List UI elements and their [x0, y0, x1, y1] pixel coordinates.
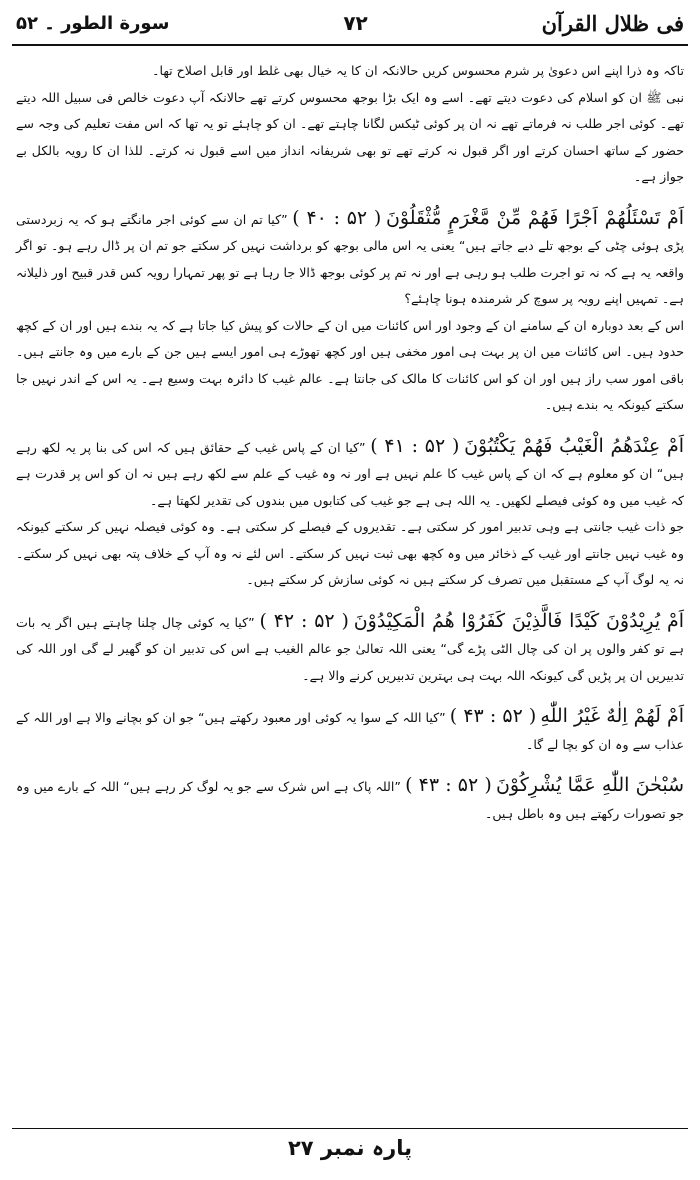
verse-1-arabic: اَمْ تَسْئَلُهُمْ اَجْرًا فَهُمْ مِّنْ مَّغْرَمٍ مُّثْقَلُوْنَ — [385, 206, 685, 229]
verse-4-arabic: اَمْ لَهُمْ اِلٰهٌ غَيْرُ اللّٰهِ — [540, 705, 685, 727]
verse-2-reference: ( ۵۲ : ۴۱ ) — [370, 434, 460, 457]
verse-1-reference: ( ۵۲ : ۴۰ ) — [292, 206, 382, 229]
para-label: پارہ نمبر ۲۷ — [287, 1136, 413, 1160]
verse-block-5 — [16, 772, 684, 827]
verse-block-2 — [16, 433, 684, 515]
header-divider — [12, 44, 688, 46]
verse-5-arabic: سُبْحٰنَ اللّٰهِ عَمَّا يُشْرِكُوْنَ — [495, 774, 684, 796]
verse-5-reference: ( ۵۲ : ۴۳ ) — [405, 774, 492, 796]
verse-block-1 — [16, 205, 684, 313]
paragraph-1: تاکہ وہ ذرا اپنے اس دعویٰ پر شرم محسوس کریں حالانکہ ان کا یہ خیال بھی غلط اور قابل اصلاح تھا۔ — [152, 63, 684, 78]
verse-3-reference: ( ۵۲ : ۴۲ ) — [259, 609, 349, 632]
verse-3-arabic: اَمْ يُرِيْدُوْنَ كَيْدًا فَالَّذِيْنَ كَفَرُوْا هُمُ الْمَكِيْدُوْنَ — [353, 609, 685, 632]
book-title: فی ظلال القرآن — [541, 10, 684, 36]
verse-5-translation: ”اللہ پاک ہے اس شرک سے جو یہ لوگ کر رہے ہیں“ اللہ کے بارے میں وہ جو تصورات رکھتے ہیں وہ باطل ہیں۔ — [16, 779, 684, 821]
verse-4-reference: ( ۵۲ : ۴۳ ) — [449, 705, 537, 727]
verse-4-translation: ”کیا اللہ کے سوا یہ کوئی اور معبود رکھتے ہیں“ جو ان کو بچانے والا ہے اور اللہ کے عذاب سے وہ ان کو بچا لے گا۔ — [16, 710, 684, 752]
verse-block-3 — [16, 608, 684, 690]
paragraph-3: اس کے بعد دوبارہ ان کے سامنے ان کے وجود اور اس کائنات میں ان کے حالات کو پیش کیا جاتا ہے کہ یہ بندے ہیں اور ان کے کچھ حدود ہیں۔ اس کائنات میں ان پر بہت ہی امور مخفی ہیں اور کچھ تھوڑے ہی امور ایسے ہیں جن کے بارے میں وہ جانتے ہیں۔ باقی امور سب راز ہیں اور ان کو اس کائنات کا مالک کی جانتا ہے۔ عالم غیب کا دائرہ بہت وسیع ہے۔ یہ اس کے اندر نہیں جا سکتے کیونکہ یہ بندے ہیں۔ — [16, 317, 684, 412]
page-header — [16, 6, 684, 40]
verse-3-translation: ”کیا یہ کوئی چال چلنا چاہتے ہیں اگر یہ بات ہے تو کفر والوں پر ان کی چال الٹی پڑے گی“ یعنی اللہ تعالیٰ جو عالم الغیب ہے اس کی تدبیر ان کو گھیر لے گی اور اللہ کی تدبیریں ان پر پڑیں گی کیونکہ اللہ بہت ہی بہترین تدبیریں کرنے والا ہے۔ — [16, 614, 684, 683]
paragraph-4: جو ذات غیب جانتی ہے وہی تدبیر امور کر سکتی ہے۔ تقدیروں کے فیصلے کر سکتی ہے۔ وہ کوئی فیصلہ نہیں کر سکتے کیونکہ وہ غیب نہیں جانتے اور غیب کے ذخائر میں وہ کچھ بھی ثبت نہیں کر سکتے۔ اس لئے نہ وہ آپ کے خلاف پتہ بھی نہیں کر سکتے۔ نہ یہ لوگ آپ کے مستقبل میں تصرف کر سکتے ہیں نہ کوئی سازش کر سکتے ہیں۔ — [16, 519, 684, 587]
verse-1-translation: ”کیا تم ان سے کوئی اجر مانگتے ہو کہ یہ زبردستی پڑی ہوئی چٹی کے بوجھ تلے دبے جاتے ہیں“ یعنی یہ اس مالی بوجھ کو برداشت نہیں کر سکتے جو تم ان پر ڈال رہے ہو۔ تو اگر واقعہ یہ ہے کہ نہ تو اجرت طلب ہو رہی ہے اور نہ تم پر کوئی بوجھ ڈالا جا رہا ہے تو پھر تمہارا رویہ کس قدر قبیح اور ذلیلانہ ہے۔ تمہیں اپنے رویہ پر سوچ کر شرمندہ ہونا چاہئے؟ — [16, 211, 684, 306]
paragraph-2: نبی ﷺ ان کو اسلام کی دعوت دیتے تھے۔ اسے وہ ایک بڑا بوجھ محسوس کرتے تھے حالانکہ آپ دعوت خالص فی سبیل اللہ دیتے تھے۔ کوئی اجر طلب نہ فرماتے تھے نہ ان پر کوئی ٹیکس لگانا چاہتے تھے۔ ان کو چاہئے تو یہ تھا کہ اس مفت تعلیم کی وجہ سے حضور کے ساتھ احسان کرتے اور اگر قبول نہ کرتے تھے تو بھی شریفانہ انداز میں اسے قبول نہ کرتے۔ للذا ان کا رویہ بالکل بے جواز ہے۔ — [16, 89, 684, 184]
page-number: ۷۲ — [343, 11, 368, 35]
page-footer — [0, 1136, 700, 1160]
surah-title: سورة الطور ۔ ۵۲ — [16, 12, 170, 34]
verse-2-arabic: اَمْ عِنْدَهُمُ الْغَيْبُ فَهُمْ يَكْتُبُوْنَ — [464, 434, 684, 457]
footer-divider — [12, 1128, 688, 1129]
verse-2-translation: ”کیا ان کے پاس غیب کے حقائق ہیں کہ اس کی بنا پر یہ لکھ رہے ہیں“ ان کو معلوم ہے کہ ان کے پاس غیب کا علم نہیں ہے اور نہ وہ غیب کے علم سے لکھ رہے ہیں نہ ان کو اس پر قدرت ہے کہ غیب میں وہ کوئی فیصلے لکھیں۔ یہ اللہ ہی ہے جو غیب کی کتابوں میں بندوں کی تقدیر لکھتا ہے۔ — [16, 439, 684, 508]
verse-block-4 — [16, 703, 684, 758]
page-body — [16, 58, 684, 827]
